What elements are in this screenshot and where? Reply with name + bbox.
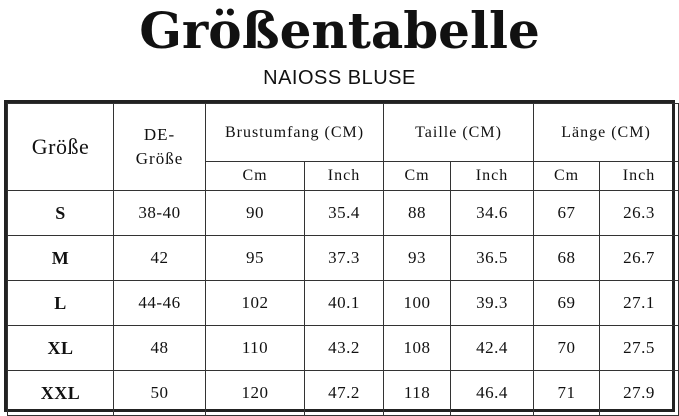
size-chart-table xyxy=(7,103,679,416)
de-size-cell: 42 xyxy=(114,236,206,281)
de-size-header-line1: DE- xyxy=(143,125,176,144)
size-cell: XXL xyxy=(8,371,114,416)
page-title: Größentabelle xyxy=(139,1,540,60)
unit-header: Inch xyxy=(600,162,679,191)
length-inch-cell: 27.5 xyxy=(600,326,679,371)
waist-inch-cell: 36.5 xyxy=(451,236,534,281)
waist-cm-cell: 93 xyxy=(384,236,451,281)
length-cm-cell: 67 xyxy=(534,191,600,236)
length-inch-cell: 26.7 xyxy=(600,236,679,281)
product-name: NAIOSS BLUSE xyxy=(263,67,416,89)
length-cm-cell: 69 xyxy=(534,281,600,326)
header-row-groups xyxy=(8,104,679,162)
bust-inch-cell: 37.3 xyxy=(305,236,384,281)
table-row xyxy=(8,326,679,371)
de-size-cell: 44-46 xyxy=(114,281,206,326)
table-row xyxy=(8,191,679,236)
unit-header: Cm xyxy=(206,162,305,191)
waist-inch-cell: 42.4 xyxy=(451,326,534,371)
bust-inch-cell: 43.2 xyxy=(305,326,384,371)
waist-cm-cell: 100 xyxy=(384,281,451,326)
unit-header: Inch xyxy=(305,162,384,191)
size-cell: L xyxy=(8,281,114,326)
waist-inch-cell: 39.3 xyxy=(451,281,534,326)
table-row xyxy=(8,281,679,326)
bust-cm-cell: 90 xyxy=(206,191,305,236)
de-size-header xyxy=(114,104,206,191)
bust-inch-cell: 47.2 xyxy=(305,371,384,416)
length-inch-cell: 27.1 xyxy=(600,281,679,326)
bust-header: Brustumfang (CM) xyxy=(206,104,384,162)
waist-inch-cell: 46.4 xyxy=(451,371,534,416)
bust-cm-cell: 110 xyxy=(206,326,305,371)
length-cm-cell: 71 xyxy=(534,371,600,416)
waist-cm-cell: 108 xyxy=(384,326,451,371)
size-header: Größe xyxy=(8,104,114,191)
bust-inch-cell: 40.1 xyxy=(305,281,384,326)
de-size-cell: 48 xyxy=(114,326,206,371)
de-size-cell: 50 xyxy=(114,371,206,416)
unit-header: Inch xyxy=(451,162,534,191)
waist-cm-cell: 118 xyxy=(384,371,451,416)
bust-cm-cell: 102 xyxy=(206,281,305,326)
waist-inch-cell: 34.6 xyxy=(451,191,534,236)
bust-cm-cell: 95 xyxy=(206,236,305,281)
size-cell: S xyxy=(8,191,114,236)
size-cell: M xyxy=(8,236,114,281)
length-cm-cell: 70 xyxy=(534,326,600,371)
waist-header: Taille (CM) xyxy=(384,104,534,162)
length-header: Länge (CM) xyxy=(534,104,679,162)
table-row xyxy=(8,236,679,281)
bust-inch-cell: 35.4 xyxy=(305,191,384,236)
bust-cm-cell: 120 xyxy=(206,371,305,416)
length-cm-cell: 68 xyxy=(534,236,600,281)
de-size-cell: 38-40 xyxy=(114,191,206,236)
size-chart-table-frame xyxy=(4,100,675,412)
waist-cm-cell: 88 xyxy=(384,191,451,236)
length-inch-cell: 26.3 xyxy=(600,191,679,236)
length-inch-cell: 27.9 xyxy=(600,371,679,416)
unit-header: Cm xyxy=(384,162,451,191)
size-cell: XL xyxy=(8,326,114,371)
unit-header: Cm xyxy=(534,162,600,191)
de-size-header-line2: Größe xyxy=(135,149,184,168)
table-row xyxy=(8,371,679,416)
